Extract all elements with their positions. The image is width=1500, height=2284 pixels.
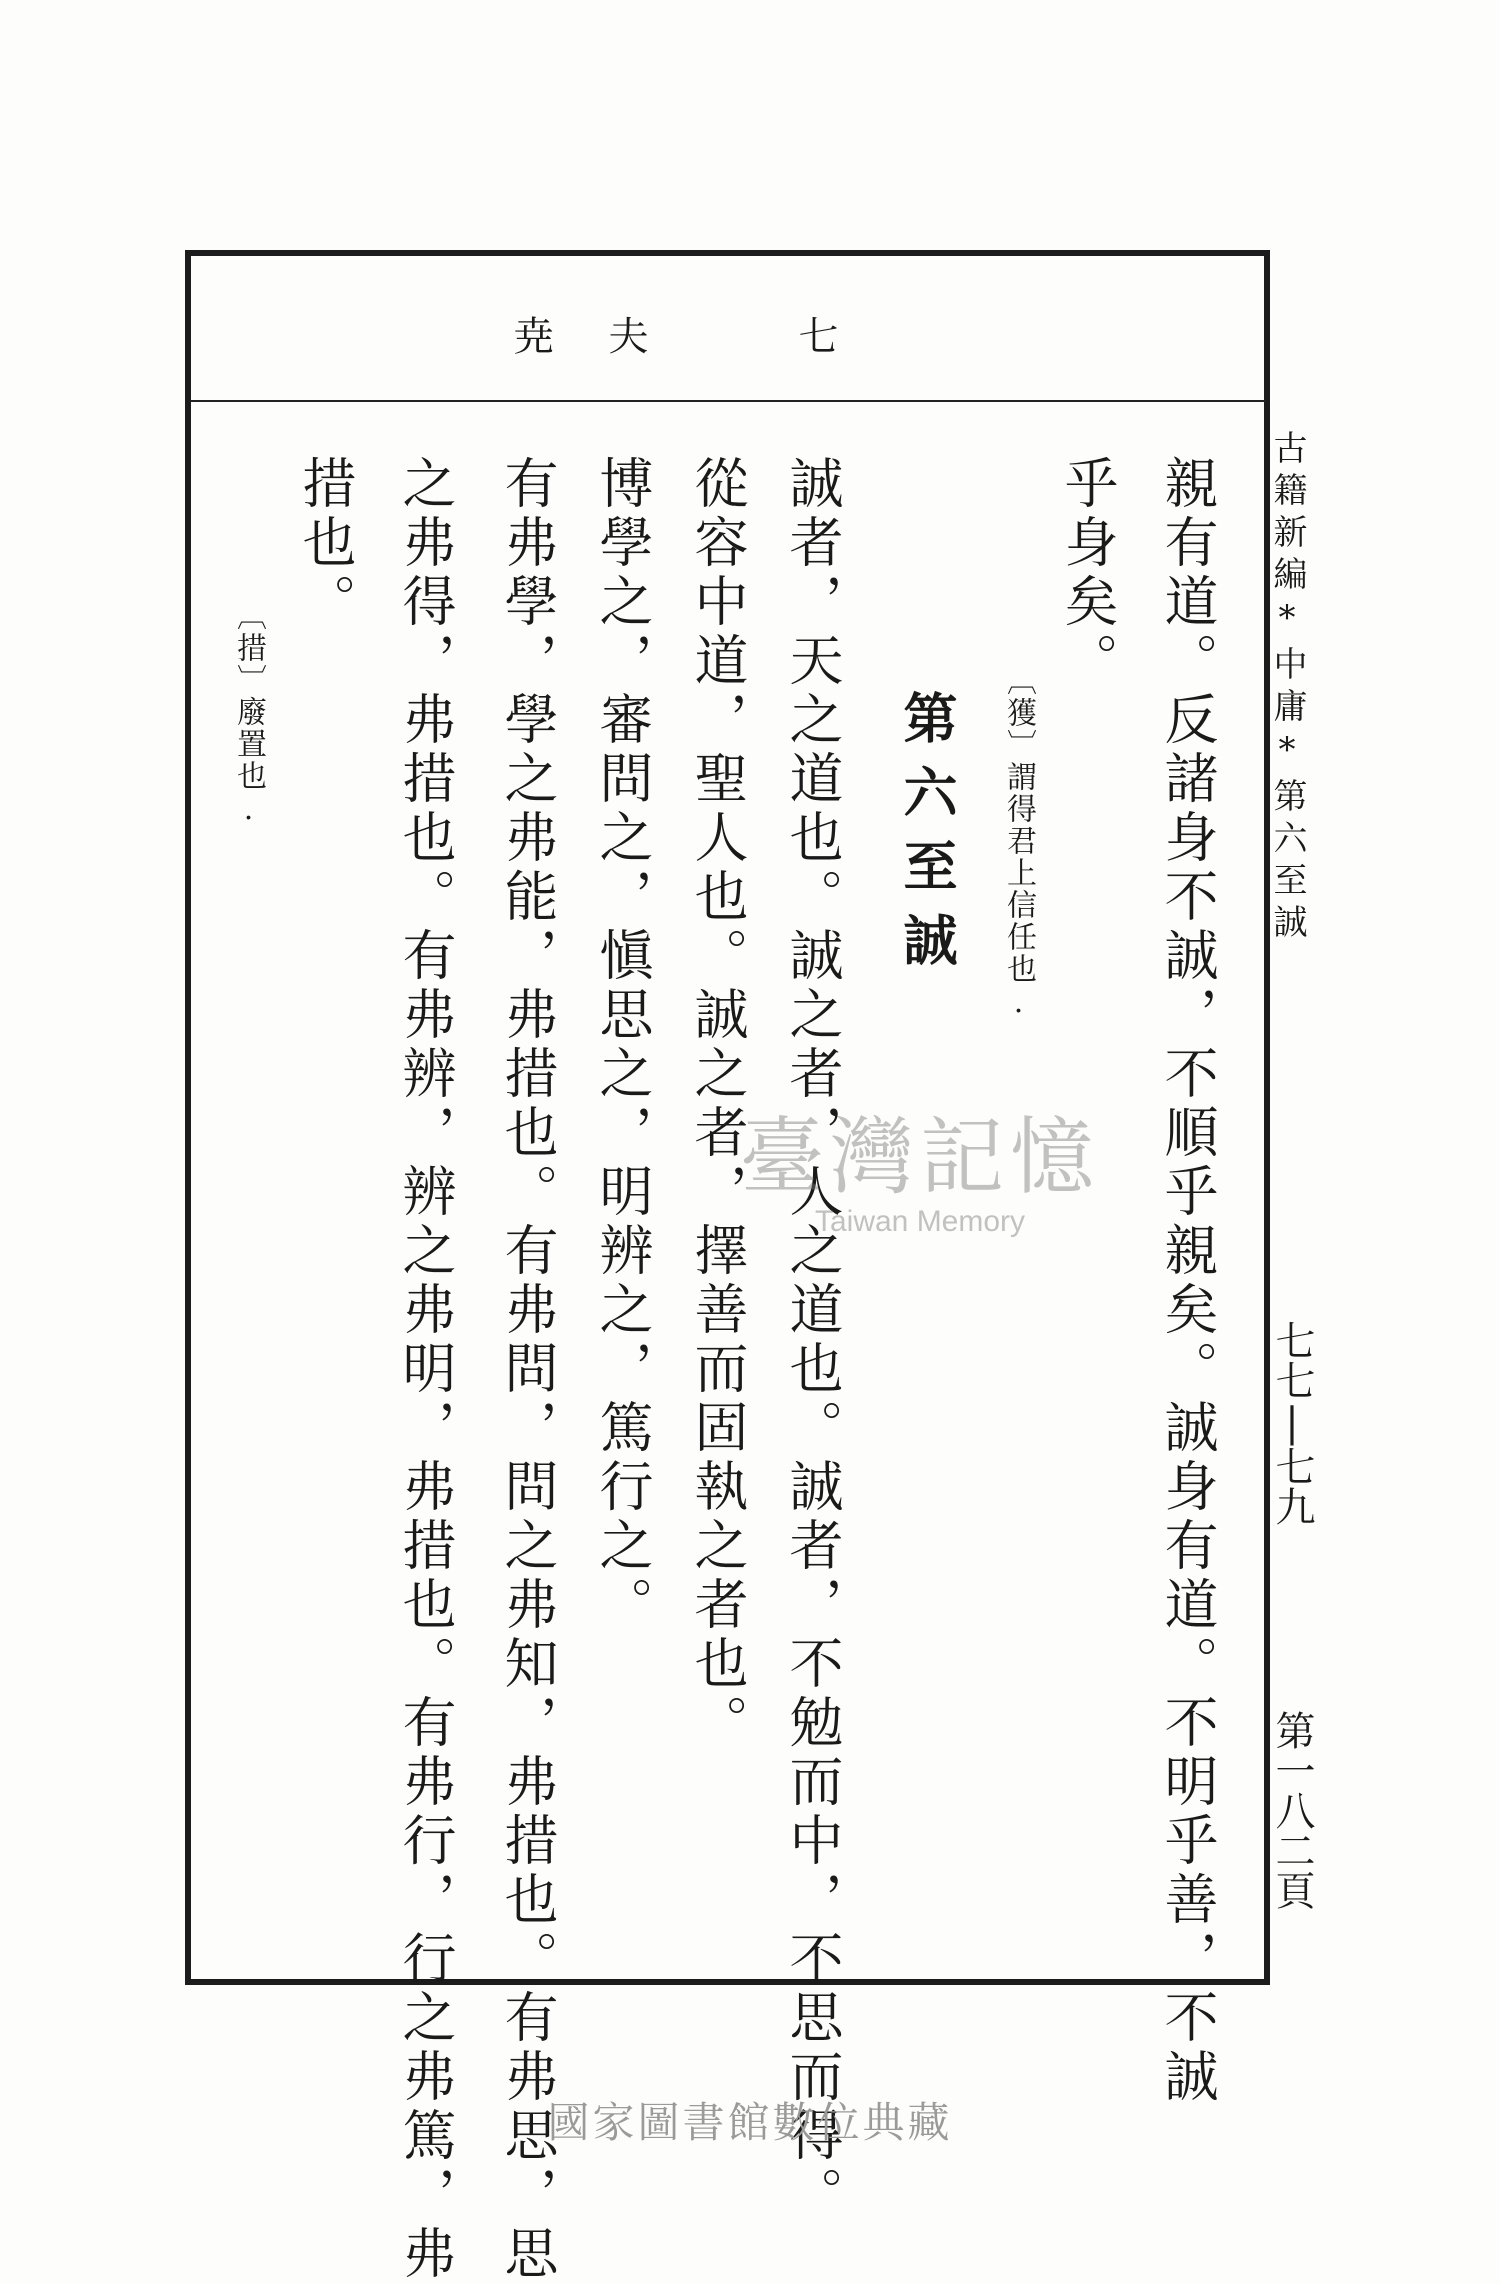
text-column: 誠者，天之道也。誠之者，人之道也。誠者，不勉而中，不思而得。 xyxy=(781,455,844,2225)
text-column: 措也。 xyxy=(294,455,357,632)
annotation-note: 〔措〕廢置也. xyxy=(231,600,266,829)
text-column: 親有道。反諸身不誠，不順乎親矣。誠身有道。不明乎善，不誠 xyxy=(1156,455,1219,2107)
endnote-marker: 七 xyxy=(792,315,838,355)
page-number: 第一八二頁 xyxy=(1269,1710,1315,1910)
section-range: 七七|七九 xyxy=(1269,1320,1315,1526)
endnote-marker: 尭 xyxy=(507,315,553,355)
library-footer: 國家圖書館數位典藏 xyxy=(547,2098,953,2147)
watermark-text: 臺灣記憶 xyxy=(740,1108,1101,1206)
running-title: 古籍新編*中庸*第六至誠 xyxy=(1267,430,1307,946)
text-column: 有弗學，學之弗能，弗措也。有弗問，問之弗知，弗措也。有弗思，思 xyxy=(496,455,559,2284)
watermark-subtext: Taiwan Memory xyxy=(814,1205,1026,1238)
text-column: 從容中道，聖人也。誠之者，擇善而固執之者也。 xyxy=(686,455,749,1753)
text-column: 乎身矣。 xyxy=(1056,455,1119,691)
text-column: 之弗得，弗措也。有弗辨，辨之弗明，弗措也。有弗行，行之弗篤，弗 xyxy=(394,455,457,2284)
endnote-divider-line xyxy=(190,400,1266,402)
text-column: 博學之，審問之，愼思之，明辨之，篤行之。 xyxy=(591,455,654,1635)
section-heading: 第六至誠 xyxy=(895,690,959,986)
endnote-marker: 夫 xyxy=(602,315,648,355)
annotation-note: 〔獲〕謂得君上信任也. xyxy=(1001,665,1036,1022)
